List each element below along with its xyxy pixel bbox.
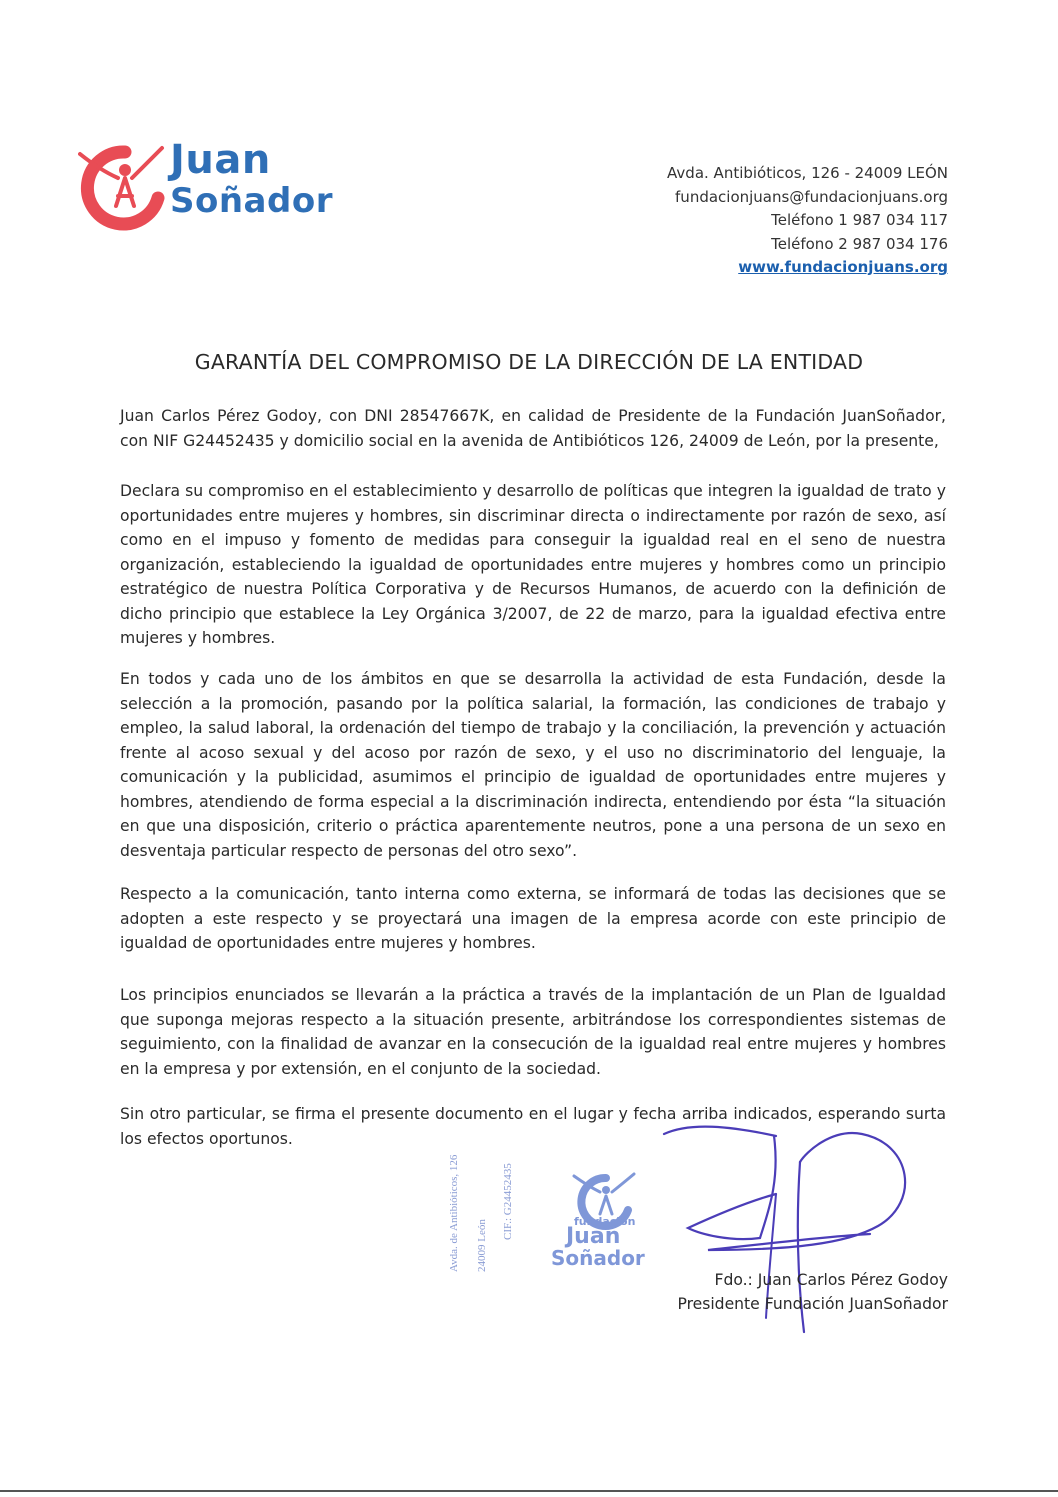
logo-text-juan: Juan: [170, 137, 271, 183]
stamp-logo-juan: Juan: [566, 1224, 621, 1249]
stamp-logo-sonador: Soñador: [551, 1246, 645, 1270]
contact-address: Avda. Antibióticos, 126 - 24009 LEÓN: [667, 164, 948, 182]
paragraph-scope: En todos y cada uno de los ámbitos en que se desarrolla la actividad de esta Fundación, desde la selección a la promoción, pasando por la política salarial, la formación, las condiciones de trabajo y empleo, la salud laboral, la ordenación del tiempo de trabajo y la conciliación, la prevención y actuación frente al acoso sexual y del acoso por razón de sexo, y el uso no discriminatorio del lenguaje, la comunicación y la publicidad, asumimos el principio de igualdad de oportunidades entre mujeres y hombres, atendiendo de forma especial a la discriminación indirecta, entendiendo por ésta “la situación en que una disposición, criterio o práctica aparentemente neutros, pone a una persona de un sexo en desventaja particular respecto de personas del otro sexo”.: [120, 670, 946, 860]
signatory-name: Fdo.: Juan Carlos Pérez Godoy: [714, 1271, 948, 1289]
page-bottom-divider: [0, 1490, 1058, 1492]
foundation-logo: [78, 137, 338, 235]
signature-block: [677, 1268, 948, 1316]
stamp-cif: CIF.: G24452435: [502, 1163, 514, 1240]
paragraph-declaration: Declara su compromiso en el establecimiento y desarrollo de políticas que integren la igualdad de trato y oportunidades entre mujeres y hombres, sin discriminar directa o indirectamente por razón de sexo, así como en el impuso y fomento de medidas para conseguir la igualdad real en el seno de nuestra organización, estableciendo la igualdad de oportunidades entre mujeres y hombres como un principio estratégico de nuestra Política Corporativa y de Recursos Humanos, de acuerdo con la definición de dicho principio que establece la Ley Orgánica 3/2007, de 22 de marzo, para la igualdad efectiva entre mujeres y hombres.: [120, 482, 946, 647]
paragraph-intro: Juan Carlos Pérez Godoy, con DNI 28547667K, en calidad de Presidente de la Fundación JuanSoñador, con NIF G24452435 y domicilio social en la avenida de Antibióticos 126, 24009 de León, por la presente,: [120, 407, 946, 450]
contact-phone-1: Teléfono 1 987 034 117: [771, 211, 948, 229]
logo-figure-icon: [78, 140, 173, 235]
paragraph-communication: Respecto a la comunicación, tanto interna como externa, se informará de todas las decisiones que se adopten a este respecto y se proyectará una imagen de la empresa acorde con este principio de igualdad de oportunidades entre mujeres y hombres.: [120, 885, 946, 952]
logo-text-sonador: Soñador: [170, 181, 333, 221]
stamp-address: Avda. de Antibióticos, 126: [448, 1154, 460, 1272]
contact-email[interactable]: fundacionjuans@fundacionjuans.org: [675, 187, 948, 206]
document-title: GARANTÍA DEL COMPROMISO DE LA DIRECCIÓN DE LA ENTIDAD: [194, 350, 864, 374]
signatory-title: Presidente Fundación JuanSoñador: [677, 1295, 948, 1313]
contact-website-link[interactable]: www.fundacionjuans.org: [738, 258, 948, 276]
contact-phone-2: Teléfono 2 987 034 176: [771, 234, 948, 253]
contact-info: [528, 162, 948, 280]
stamp-logo-fundacion: fundación: [574, 1215, 636, 1228]
stamp-city: 24009 León: [476, 1219, 488, 1272]
paragraph-principles: Los principios enunciados se llevarán a la práctica a través de la implantación de un Plan de Igualdad que suponga mejoras respecto a la situación presente, arbitrándose los correspondientes sistemas de seguimiento, con la finalidad de avanzar en la consecución de la igualdad real entre mujeres y hombres en la empresa y por extensión, en el conjunto de la sociedad.: [120, 986, 946, 1078]
paragraph-closing: Sin otro particular, se firma el presente documento en el lugar y fecha arriba indicados, esperando surta los efectos oportunos.: [120, 1105, 946, 1148]
